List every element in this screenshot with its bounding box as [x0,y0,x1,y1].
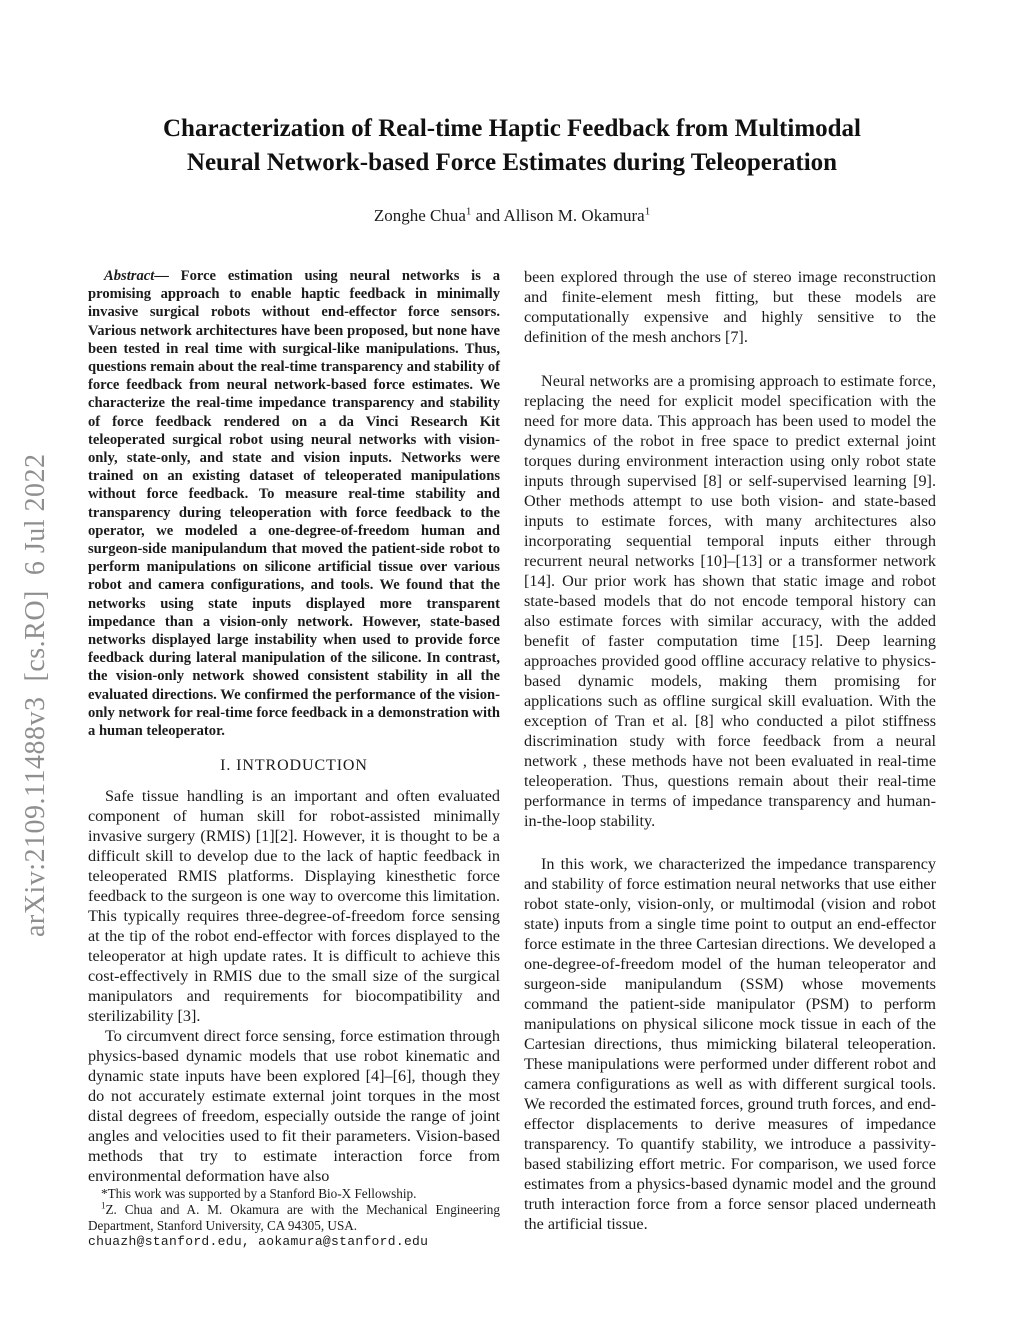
right-column [524,267,936,1234]
footnote-block [88,1186,500,1250]
body-paragraph-continuation: been explored through the use of stereo image reconstruction and finite-element mesh fitting, but these models are computationally expensive and highly sensitive to the definition of the mesh anchors [7]. [524,268,936,346]
paper-header [0,0,1024,226]
body-paragraph-neural-networks: Neural networks are a promising approach to estimate force, replacing the need for explicit model specification with the need for more data. This approach has been used to model the dynamics of the robot in free space to predict external joint torques during environment interaction using only robot state inputs through supervised [8] or self-supervised learning [9]. Other methods attempt to use both vision- and state-based inputs to estimate forces, with many architectures also incorporating sequential temporal inputs either through recurrent neural networks [10]–[13] or a transformer network [14]. Our prior work has shown that static image and robot state-based models that do not encode temporal history can also estimate forces with similar accuracy, with the added benefit of faster computation time [15]. Deep learning approaches provided good offline accuracy relative to physics-based dynamic models, making them promising for applications such as offline surgical skill evaluation. With the exception of Tran et al. [8] who conducted a pilot stiffness discrimination study with force feedback from a neural network , these methods have not been evaluated in real-time teleoperation. Thus, questions remain about their real-time performance in terms of impedance transparency and human-in-the-loop stability. [524,371,936,830]
paper-title-line2: Neural Network-based Force Estimates during Teleoperation [186,149,838,176]
author-name-2: Allison M. Okamura [503,206,645,225]
abstract-label: Abstract [104,268,155,284]
author-affiliation-mark-2: 1 [644,205,651,218]
abstract-text: — Force estimation using neural networks is a promising approach to enable haptic feedback in minimally invasive surgical robots without end-effector force sensors. Various network architectures have been proposed, but none have been tested in real time with surgical-like manipulations. Thus, questions remain about the real-time transparency and stability of force feedback from neural network-based force estimates. We characterize the real-time impedance transparency and stability of force feedback rendered on a da Vinci Research Kit teleoperated surgical robot using neural networks with vision-only, state-only, and state and vision inputs. Networks were trained on an existing dataset of teleoperated manipulations without force feedback. To measure real-time stability and transparency during teleoperation with force feedback to the operator, we modeled a one-degree-of-freedom human and surgeon-side manipulandum that moved the patient-side robot to perform manipulations on silicone artificial tissue over various robot and camera configurations, and tools. We found that the networks using state inputs displayed more transparent impedance than a vision-only network. However, state-based networks displayed large instability when used to provide force feedback during lateral manipulation of the silicone. In contrast, the vision-only network showed consistent stability in all the evaluated directions. We confirmed the performance of the vision-only network for real-time force feedback in a demonstration with a human teleoperator. [88,268,500,740]
footnote-affiliation-mark: 1 [101,1200,106,1211]
paper-title [0,112,1024,180]
arxiv-watermark: arXiv:2109.11488v3 [cs.RO] 6 Jul 2022 [20,453,51,937]
author-affiliation-mark-1: 1 [465,205,472,218]
paper-authors [0,206,1024,226]
intro-paragraph-1: Safe tissue handling is an important and often evaluated component of human skill for robot-assisted minimally invasive surgery (RMIS) [1][2]. However, it is thought to be a difficult skill to develop due to the lack of haptic feedback in teleoperated RMIS platforms. Displaying kinesthetic force feedback to the surgeon is one way to overcome this limitation. This typically requires three-degree-of-freedom force sensing at the tip of the robot end-effector with forces displayed to the teleoperator at high update rates. It is difficult to achieve this cost-effectively in RMIS due to the small size of the surgical manipulators and requirements for biocompatibility and sterilizability [3]. [88,787,500,1026]
section-heading-introduction: I. INTRODUCTION [220,757,368,775]
author-connector: and [471,206,504,225]
intro-paragraph-2: To circumvent direct force sensing, force estimation through physics-based dynamic models that use robot kinematic and dynamic state inputs have been explored [4]–[6], though they do not accurately estimate external joint torques in the most distal degrees of freedom, especially outside the range of joint angles and velocities used to fit their parameters. Vision-based methods that try to estimate interaction force from environmental deformation have also [88,1027,500,1186]
paper-title-line1: Characterization of Real-time Haptic Feedback from Multimodal [163,115,861,142]
footnote-emails: chuazh@stanford.edu, aokamura@stanford.edu [88,1234,429,1250]
left-column [88,267,500,1250]
two-column-body [0,267,1024,1250]
body-paragraph-this-work: In this work, we characterized the impedance transparency and stability of force estimation neural networks that use either robot state-only, vision-only, or multimodal (vision and robot state) inputs from a single time point to output an end-effector force estimate in the three Cartesian directions. We developed a one-degree-of-freedom model of the human teleoperator and surgeon-side manipulandum (SSM) whose movements command the patient-side manipulator (PSM) to perform manipulations on physical silicone mock tissue in each of the Cartesian directions, thus mimicking bilateral teleoperation. These manipulations were performed under different robot and camera configurations as well as with different surgical tools. We recorded the estimated forces, ground truth forces, and end-effector displacements to derive measures of impedance transparency. To quantify stability, we introduce a passivity-based stabilizing effort metric. For comparison, we used force estimates from a physics-based dynamic model and the ground truth interaction force from a force sensor placed underneath the artificial tissue. [524,855,936,1233]
author-name-1: Zonghe Chua [373,206,466,225]
abstract [88,267,500,740]
footnote-funding: *This work was supported by a Stanford Bio-X Fellowship. [101,1186,417,1202]
footnote-affiliation-text: Z. Chua and A. M. Okamura are with the Mechanical Engineering Department, Stanford University, CA 94305, USA. [88,1202,500,1234]
footnote-affiliation [88,1202,500,1250]
